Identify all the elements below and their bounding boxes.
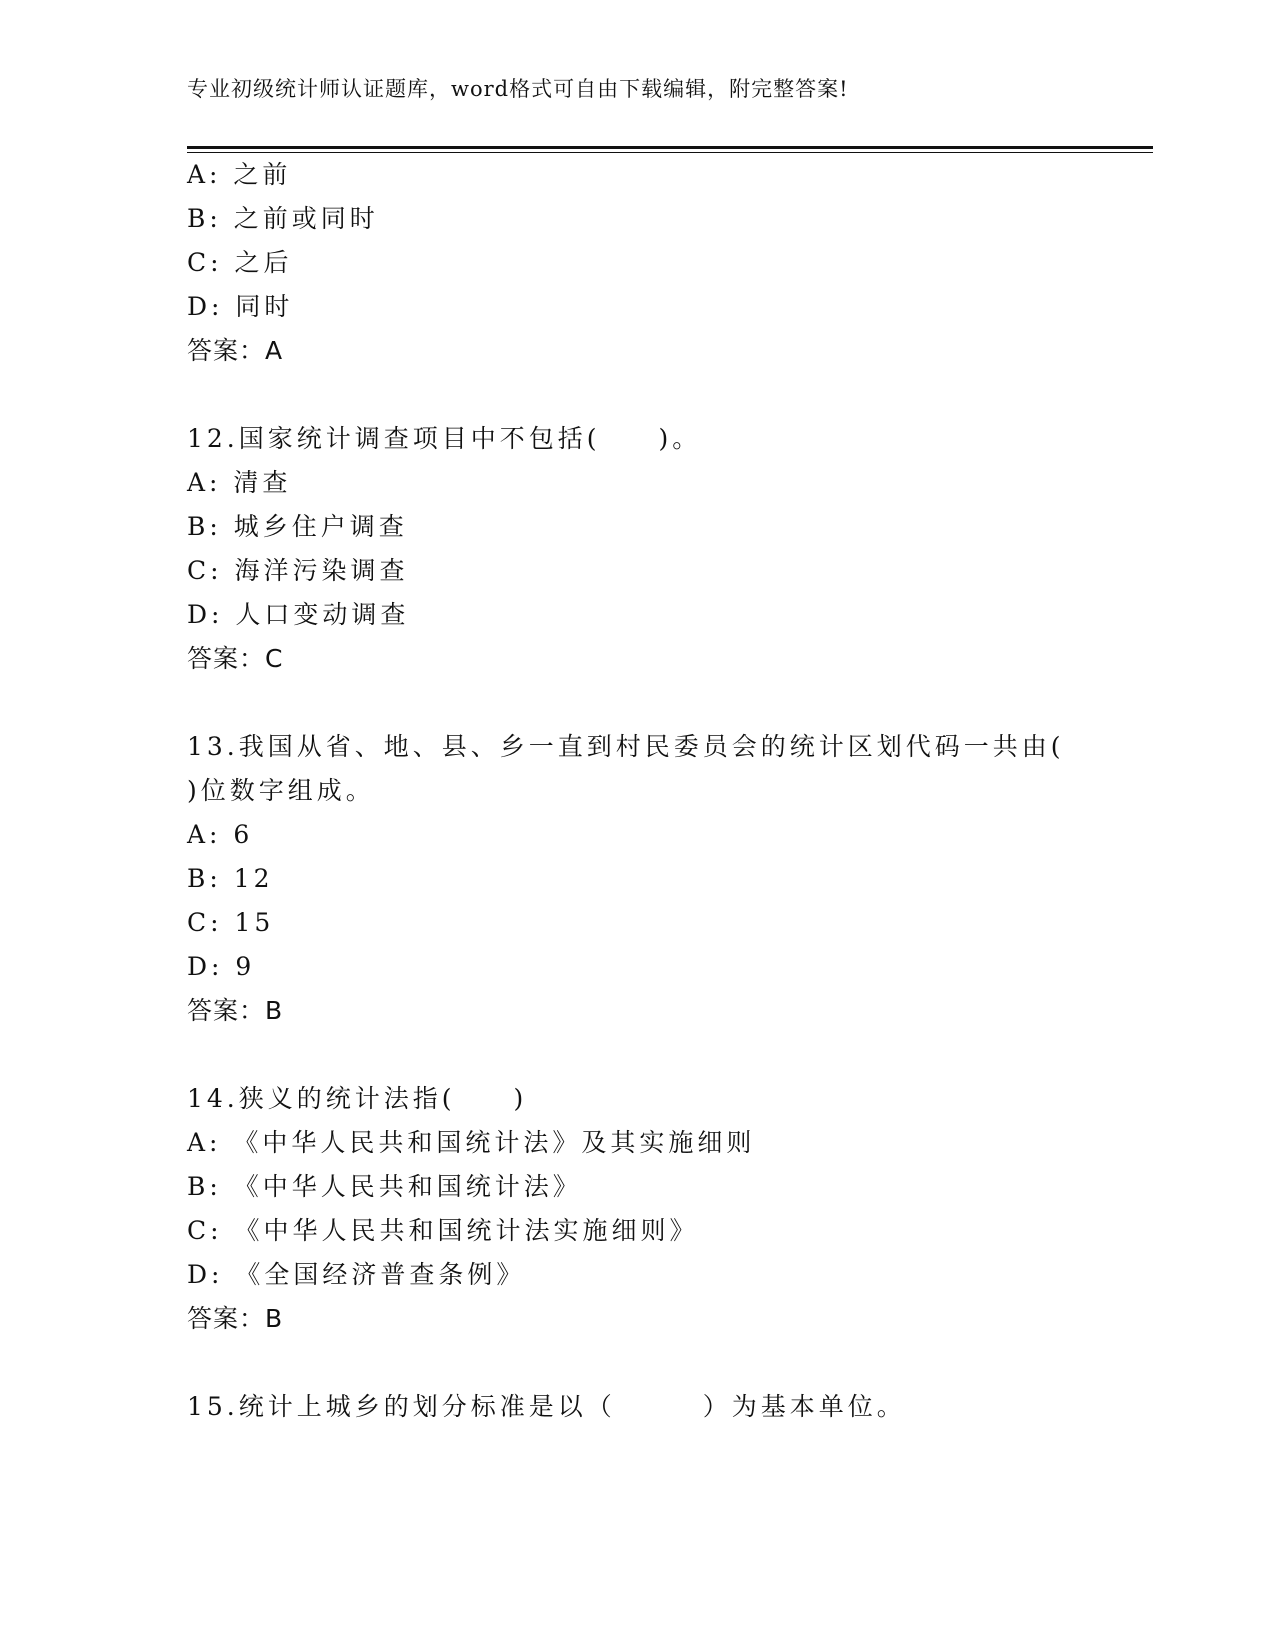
header-divider-thick [187, 146, 1153, 149]
q14-stem: 14.狭义的统计法指( ) [187, 1084, 528, 1113]
page-header: 专业初级统计师认证题库，word格式可自由下载编辑，附完整答案! [187, 77, 849, 101]
q13-option-a: A: 6 [187, 820, 254, 849]
q13-option-d: D: 9 [187, 952, 256, 981]
q12-option-b: B: 城乡住户调查 [187, 512, 408, 541]
q14-option-c: C: 《中华人民共和国统计法实施细则》 [187, 1216, 699, 1245]
q11-answer: 答案：A [187, 336, 284, 365]
q14-answer: 答案：B [187, 1304, 284, 1333]
q12-option-c: C: 海洋污染调查 [187, 556, 409, 585]
q13-option-b: B: 12 [187, 864, 274, 893]
q11-option-c: C: 之后 [187, 248, 293, 277]
q12-answer: 答案：C [187, 644, 284, 673]
q12-option-d: D: 人口变动调查 [187, 600, 410, 629]
q14-option-a: A: 《中华人民共和国统计法》及其实施细则 [187, 1128, 756, 1157]
q11-option-b: B: 之前或同时 [187, 204, 379, 233]
q11-option-d: D: 同时 [187, 292, 294, 321]
q15-stem: 15.统计上城乡的划分标准是以（ ）为基本单位。 [187, 1392, 906, 1421]
q14-option-d: D: 《全国经济普查条例》 [187, 1260, 526, 1289]
q13-option-c: C: 15 [187, 908, 275, 937]
q13-answer: 答案：B [187, 996, 284, 1025]
q11-option-a: A: 之前 [187, 160, 292, 189]
q13-stem-line1: 13.我国从省、地、县、乡一直到村民委员会的统计区划代码一共由( [187, 732, 1065, 761]
header-divider-thin [187, 152, 1153, 153]
q13-stem-line2: )位数字组成。 [187, 776, 375, 805]
q12-option-a: A: 清查 [187, 468, 292, 497]
q12-stem: 12.国家统计调查项目中不包括( )。 [187, 424, 702, 453]
q14-option-b: B: 《中华人民共和国统计法》 [187, 1172, 582, 1201]
